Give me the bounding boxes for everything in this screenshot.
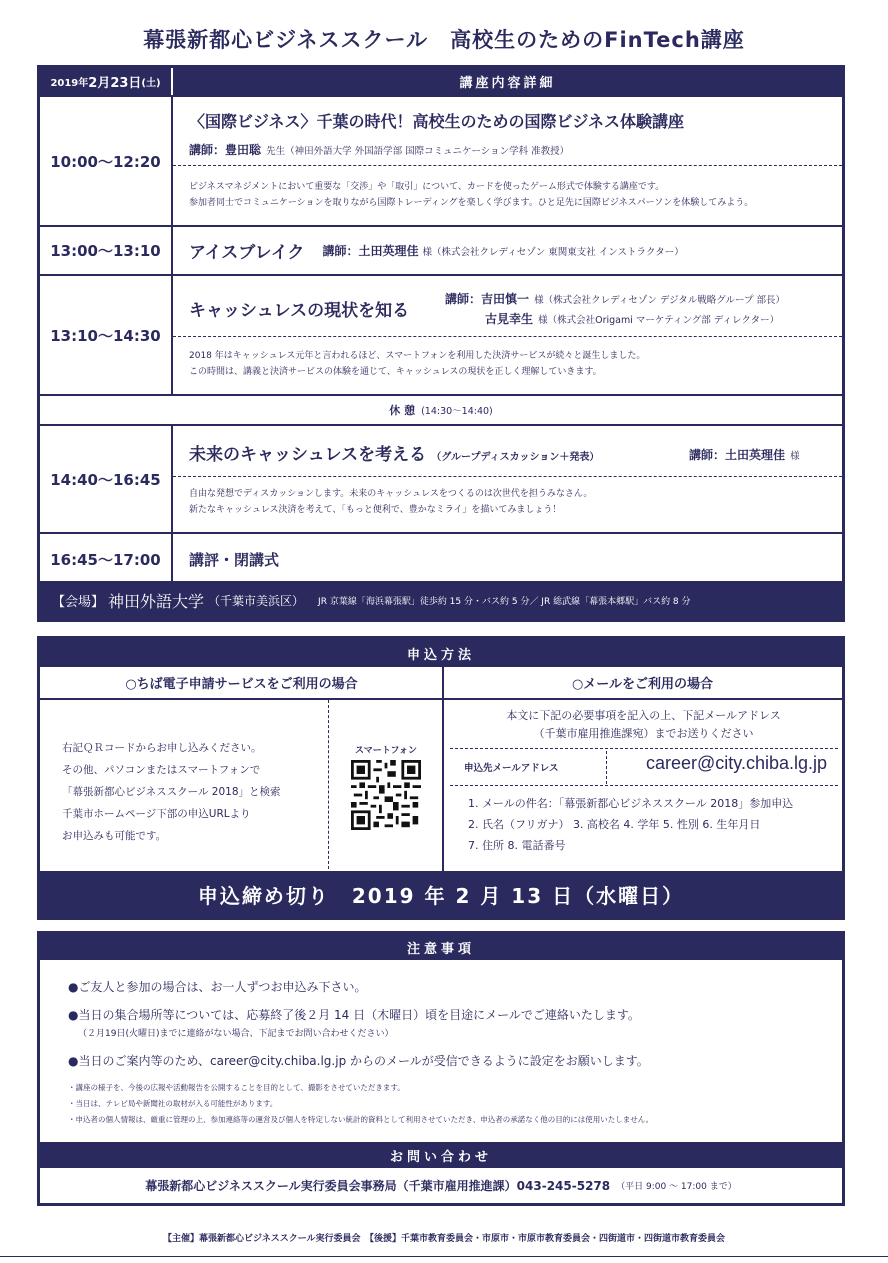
mail-required-item: 2. 氏名（フリガナ） 3. 高校名 4. 学年 5. 性別 6. 生年月日 [468,818,761,831]
note-subtext: （２月19日(火曜日)までに連絡がない場合、下記までお問い合わせください） [78,1029,394,1039]
lecturer-name: 講師：土田英理佳 [689,448,786,462]
session-description: ビジネスマネジメントにおいて重要な「交渉」や「取引」について、カードを使ったゲーム形式で体験する講座です。 [189,182,665,192]
lecturer-affiliation: 先生（神田外語大学 外国語学部 国際コミュニケーション学科 准教授） [266,146,570,157]
venue-access: JR 京葉線「海浜幕張駅」徒歩約 15 分・バス約 5 分／ JR 総武線「幕張本郷駅」バス約 8 分 [318,596,691,607]
schedule-header: 講座内容詳細 [173,68,842,95]
note-small-item: ・講座の様子を、今後の広報や活動報告を公開することを目的として、撮影をさせていただきます。 [68,1083,405,1092]
notes-section [37,931,845,1206]
session-time: 13:00〜13:10 [40,227,173,274]
bottom-divider [0,1256,888,1257]
application-header: 申込方法 [40,639,842,667]
venue-bar [40,581,842,619]
lecturer-affiliation: 様（株式会社クレディセゾン 東関東支社 インストラクター） [422,246,684,258]
venue-label: 【会場】 [52,594,105,610]
session-title: 未来のキャッシュレスを考える [189,445,427,465]
mail-required-item: 7. 住所 8. 電話番号 [468,839,566,852]
session-title: キャッシュレスの現状を知る [189,301,410,321]
session-description: 新たなキャッシュレス決済を考えて、「もっと便利で、豊かなミライ」を描いてみましょう！ [189,505,562,515]
session-time: 13:10〜14:30 [40,276,173,394]
mail-method-header: ○メールをご利用の場合 [443,667,842,700]
qr-code-icon[interactable] [351,760,421,830]
session-description: 参加者同士でコミュニケーションを取りながら国際トレーディングを楽しく学びます。ひと足先に国際ビジネスパーソンを体験してみよう。 [189,198,754,208]
online-method-header: ○ちば電子申請サービスをご利用の場合 [40,667,443,700]
session-time: 16:45〜17:00 [40,534,173,584]
session-title: 〈国際ビジネス〉千葉の時代！高校生のための国際ビジネス体験講座 [189,112,685,131]
schedule-date [40,68,173,95]
notes-header: 注意事項 [40,934,842,960]
venue-area: （千葉市美浜区） [208,593,305,608]
application-section [37,636,845,920]
note-item: ●当日のご案内等のため、career@city.chiba.lg.jp からのメールが受信できるように設定をお願いします。 [68,1054,649,1068]
lecturer-name: 講師：豊田聡 [189,143,262,157]
session-row [40,532,842,584]
venue-name: 神田外語大学 [108,591,205,611]
break-time: (14:30〜14:40) [421,406,493,417]
lecturer-name: 講師：土田英理佳 [322,244,419,258]
date-main: 2月23日 [88,76,142,91]
session-row [40,225,842,274]
session-time: 14:40〜16:45 [40,426,173,532]
mail-required-item: 1. メールの件名：「幕張新都心ビジネススクール 2018」参加申込 [468,797,794,810]
page-title: 幕張新都心ビジネススクール 高校生のためのFinTech講座 [143,28,745,52]
schedule-table [37,65,845,622]
lecturer-name: 古見幸生 [485,312,534,326]
online-instruction-line: 「幕張新都心ビジネススクール 2018」と検索 [62,786,281,798]
lecturer-affiliation: 様（株式会社クレディセゾン デジタル戦略グループ 部長） [534,295,786,306]
contact-hours: （平日 9:00 ～ 17:00 まで） [616,1182,737,1192]
note-small-item: ・当日は、テレビ局や新聞社の取材が入る可能性があります。 [68,1099,278,1108]
session-row [40,274,842,394]
date-day: (土) [141,78,161,89]
session-title: 講評・閉講式 [189,550,280,569]
online-instruction-line: その他、パソコンまたはスマートフォンで [62,764,261,776]
lecturer-affiliation: 様（株式会社Origami マーケティング部 ディレクター） [538,315,780,326]
session-description: 2018 年はキャッシュレス元年と言われるほど、スマートフォンを利用した決済サービスが続々と誕生しました。 [189,351,646,361]
break-label: 休 憩 [389,404,416,417]
contact-text: 幕張新都心ビジネススクール実行委員会事務局（千葉市雇用推進課）043-245-5278 [145,1179,611,1193]
online-instruction-line: 右記ＱＲコードからお申し込みください。 [62,742,262,754]
online-instruction-line: 千葉市ホームページ下部の申込URLより [62,808,251,820]
note-item: ●ご友人と参加の場合は、お一人ずつお申込み下さい。 [68,980,367,994]
session-row [40,424,842,532]
qr-label: スマートフォン [354,746,418,756]
session-title: アイスブレイク [189,243,305,263]
note-item: ●当日の集合場所等については、応募終了後２月 14 日（木曜日）頃を目途にメールでご連絡いたします。 [68,1008,640,1022]
deadline-banner: 申込締め切り 2019 年 2 月 13 日（水曜日） [40,871,842,917]
date-year: 2019年 [50,78,89,89]
mail-address-label: 申込先メールアドレス [464,763,559,774]
mail-intro-line: （千葉市雇用推進課宛）までお送りください [533,727,754,740]
mail-address[interactable]: career@city.chiba.lg.jp [646,753,828,773]
note-small-item: ・申込者の個人情報は、厳重に管理の上、参加連絡等の運営及び個人を特定しない統計的資料として利用させていただき、申込者の承諾なく他の目的には使用いたしません。 [68,1115,654,1124]
session-description: 自由な発想でディスカッションします。未来のキャッシュレスをつくるのは次世代を担うみなさん。 [189,489,593,499]
session-row [40,95,842,225]
footer-organizers: 【主催】幕張新都心ビジネススクール実行委員会 【後援】千葉市教育委員会・市原市・市原市教育委員会・四街道市・四街道市教育委員会 [162,1234,726,1244]
lecturer-name: 講師：吉田慎一 [445,292,530,306]
mail-intro-line: 本文に下記の必要事項を記入の上、下記メールアドレス [506,709,781,722]
session-title-suffix: （グループディスカッション＋発表） [431,452,600,463]
break-row [40,394,842,424]
online-instruction-line: お申込みも可能です。 [62,830,167,842]
session-description: この時間は、講義と決済サービスの体験を通じて、キャッシュレスの現状を正しく理解していきます。 [189,367,602,377]
session-time: 10:00〜12:20 [40,97,173,225]
lecturer-affiliation: 様 [790,451,800,462]
contact-header: お問い合わせ [40,1142,842,1168]
